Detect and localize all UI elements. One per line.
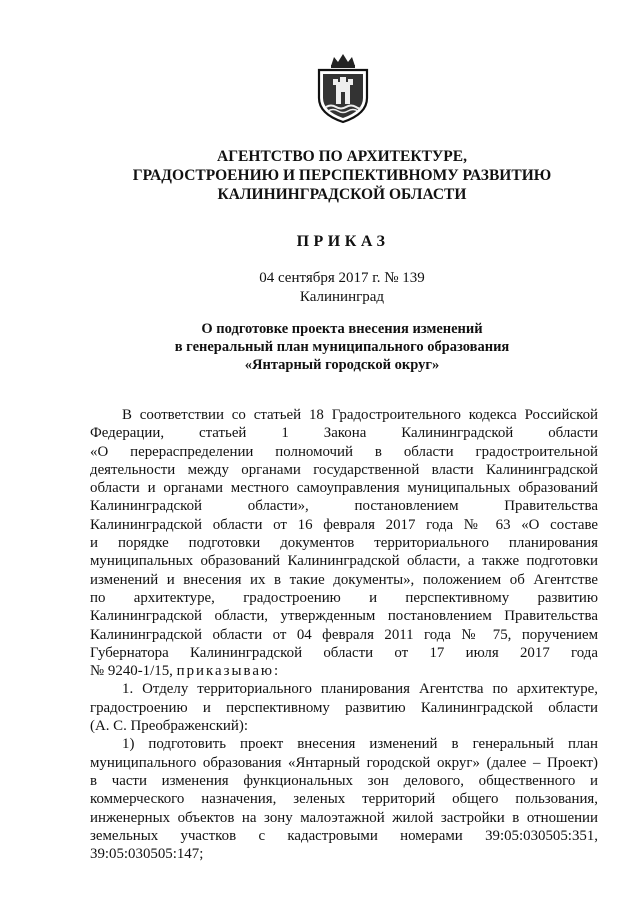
body-line: деятельности между органами государственной власти Калининградской	[90, 461, 598, 478]
body-line: Федерации, статьей 1 Закона Калининградской области	[90, 425, 598, 442]
body-line: и порядке подготовки документов территориального планирования	[90, 535, 598, 552]
body-line: Калининградской области от 16 февраля 2017 года № 63 «О составе	[90, 516, 598, 533]
order-verb: приказываю:	[176, 663, 281, 680]
order-heading: ПРИКАЗ	[296, 233, 390, 250]
item-1-1-line: 1) подготовить проект внесения изменений в генеральный план	[122, 736, 598, 753]
agency-line: КАЛИНИНГРАДСКОЙ ОБЛАСТИ	[217, 186, 467, 203]
item-1-line: (А. С. Преображенский):	[90, 718, 248, 735]
agency-line: АГЕНТСТВО ПО АРХИТЕКТУРЕ,	[217, 148, 467, 165]
item-1-1-line: в части изменения функциональных зон делового, общественного и	[90, 772, 598, 789]
item-1-line: 1. Отделу территориального планирования Агентства по архитектуре,	[122, 681, 598, 698]
coat-of-arms-icon	[314, 52, 372, 124]
body-line: муниципальных образований Калининградской области, а также подготовки	[90, 553, 598, 570]
agency-line: ГРАДОСТРОЕНИЮ И ПЕРСПЕКТИВНОМУ РАЗВИТИЮ	[132, 167, 552, 184]
body-line: изменений и внесения их в такие документы», положением об Агентстве	[90, 571, 598, 588]
order-ref: № 9240-1/15,	[90, 663, 177, 680]
order-meta	[0, 269, 640, 307]
item-1-1-line: земельных участков с кадастровыми номерами 39:05:030505:351,	[90, 827, 598, 844]
body-line: области и органами местного самоуправления муниципальных образований	[90, 480, 598, 497]
item-1-line: градостроению и перспективному развитию Калининградской области	[90, 699, 598, 716]
body-line: по архитектуре, градостроению и перспективному развитию	[90, 589, 598, 606]
body-text	[90, 406, 598, 863]
body-line: Калининградской области от 04 февраля 2011 года № 75, поручением	[90, 626, 598, 643]
body-line: Калининградской области, утвержденным постановлением Правительства	[90, 608, 598, 625]
order-city: Калининград	[299, 289, 385, 305]
body-line: Калининградской области», постановлением Правительства	[90, 498, 598, 515]
document-title	[0, 320, 640, 374]
order-date-number: 04 сентября 2017 г. № 139	[259, 270, 425, 286]
title-line: «Янтарный городской округ»	[244, 357, 440, 373]
title-line: О подготовке проекта внесения изменений	[201, 321, 483, 337]
agency-name	[0, 147, 640, 204]
order-decision-line	[90, 662, 598, 680]
title-line: в генеральный план муниципального образования	[174, 339, 510, 355]
body-line: В соответствии со статьей 18 Градостроительного кодекса Российской	[122, 407, 598, 423]
item-1-1-line: коммерческого назначения, зеленых территорий общего пользования,	[90, 791, 598, 808]
item-1-1-line: инженерных объектов на зону малоэтажной жилой застройки в отношении	[90, 809, 598, 826]
body-line: «О перераспределении полномочий в области градостроительной	[90, 443, 598, 460]
body-line: Губернатора Калининградской области от 17 июля 2017 года	[90, 644, 598, 661]
item-1-1-line: муниципального образования «Янтарный городской округ» (далее – Проект)	[90, 754, 598, 771]
item-1-1-line: 39:05:030505:147;	[90, 846, 204, 863]
